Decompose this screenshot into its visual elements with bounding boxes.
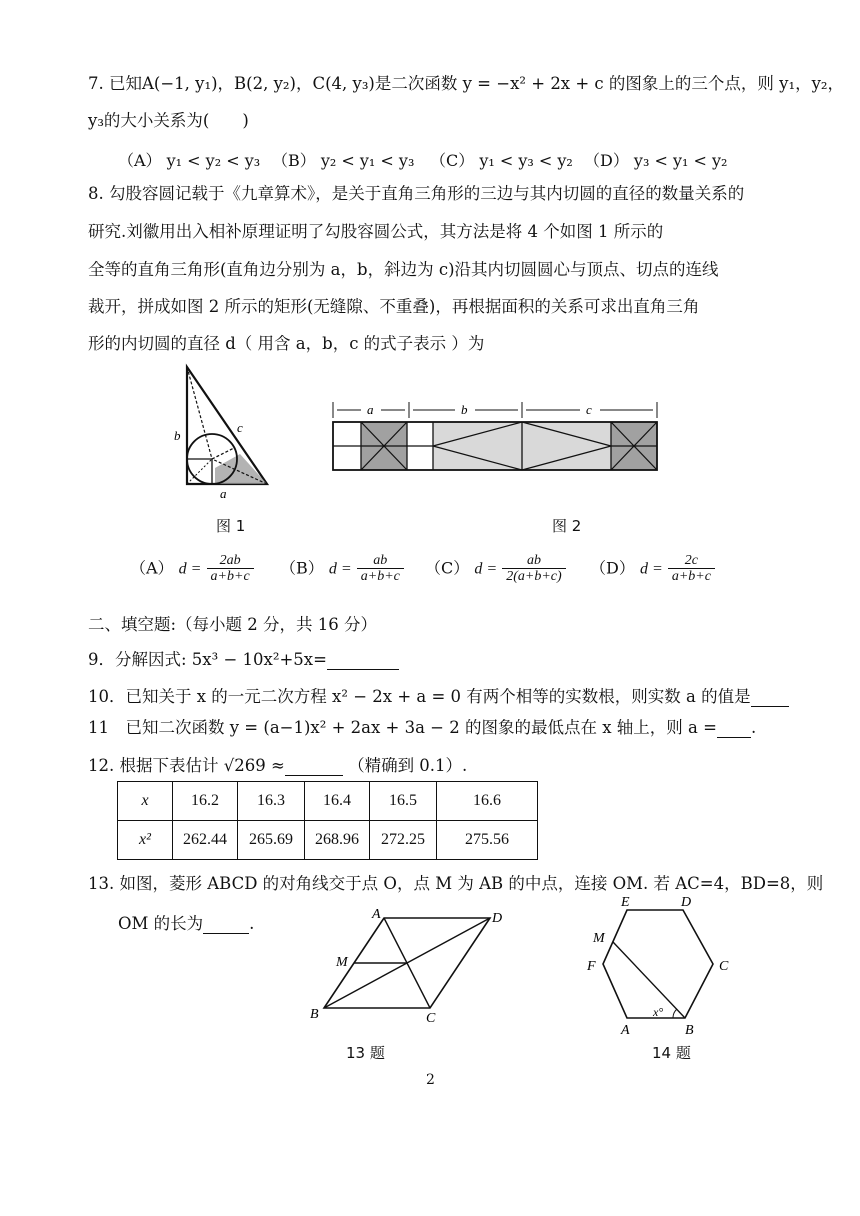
table-cell: 16.5 bbox=[370, 782, 437, 821]
q8-option-a bbox=[130, 553, 254, 585]
q12-tail: （精确到 0.1）. bbox=[348, 756, 468, 775]
q8-option-d bbox=[590, 553, 715, 585]
q8-option-d-label: （D） bbox=[590, 558, 635, 578]
fig2-label-c: c bbox=[586, 402, 592, 417]
q7-option-c: （C） y₁ < y₃ < y₂ bbox=[430, 151, 573, 170]
section-2-heading: 二、填空题:（每小题 2 分，共 16 分） bbox=[88, 615, 378, 634]
q8-option-b bbox=[280, 553, 404, 585]
q12-table bbox=[117, 781, 538, 860]
q7-option-d: （D） y₃ < y₁ < y₂ bbox=[584, 151, 728, 170]
fig1-label-b: b bbox=[174, 428, 181, 443]
q13-label-C: C bbox=[426, 1011, 436, 1026]
table-cell: 275.56 bbox=[437, 821, 538, 860]
q9-text: 9．分解因式: 5x³ − 10x²+5x= bbox=[88, 650, 327, 669]
q7-stem-continued: y₃的大小关系为( ) bbox=[88, 111, 249, 130]
q13-answer-blank[interactable] bbox=[203, 914, 249, 934]
q14-label-M: M bbox=[593, 931, 605, 946]
table-cell: x bbox=[118, 782, 173, 821]
q8-option-a-lhs: d = bbox=[178, 560, 202, 578]
q8-option-b-fraction bbox=[357, 553, 404, 585]
q8-option-c bbox=[425, 553, 566, 585]
q7-option-b: （B） y₂ < y₁ < y₃ bbox=[272, 151, 415, 170]
table-cell: x² bbox=[118, 821, 173, 860]
q13-label-M: M bbox=[336, 955, 348, 970]
q14-label-A: A bbox=[621, 1023, 630, 1038]
q11-answer-blank[interactable] bbox=[717, 718, 751, 738]
q8-option-d-lhs: d = bbox=[639, 560, 663, 578]
q13-line-2-end: . bbox=[249, 914, 255, 933]
q8-option-b-lhs: d = bbox=[328, 560, 352, 578]
q10 bbox=[88, 683, 789, 707]
table-cell: 16.6 bbox=[437, 782, 538, 821]
q8-option-c-label: （C） bbox=[425, 558, 470, 578]
q12-answer-blank[interactable] bbox=[285, 756, 343, 776]
table-cell: 16.4 bbox=[305, 782, 370, 821]
q8-line-3: 全等的直角三角形(直角边分别为 a，b，斜边为 c)沿其内切圆圆心与顶点、切点的连线 bbox=[88, 260, 719, 279]
q8-option-d-numerator: 2c bbox=[668, 553, 715, 569]
q14-figure bbox=[585, 890, 745, 1040]
table-cell: 262.44 bbox=[173, 821, 238, 860]
q10-answer-blank[interactable] bbox=[751, 687, 789, 707]
q12 bbox=[88, 752, 467, 776]
q8-option-c-lhs: d = bbox=[474, 560, 498, 578]
q8-line-4: 裁开，拼成如图 2 所示的矩形(无缝隙、不重叠)，再根据面积的关系可求出直角三角 bbox=[88, 297, 700, 316]
q14-label-F: F bbox=[587, 959, 596, 974]
q8-figure-1-caption: 图 1 bbox=[216, 517, 246, 535]
q11-text: 11 已知二次函数 y = (a−1)x² + 2ax + 3a − 2 的图象的最低点在 x 轴上，则 a = bbox=[88, 718, 717, 737]
q14-label-C: C bbox=[719, 959, 729, 974]
q13-line-2 bbox=[118, 910, 254, 934]
fig2-label-a: a bbox=[367, 402, 374, 417]
q11-end: . bbox=[750, 718, 757, 737]
fig1-label-a: a bbox=[220, 486, 227, 501]
q11 bbox=[88, 714, 756, 738]
q8-line-5: 形的内切圆的直径 d（ 用含 a，b，c 的式子表示 ）为 bbox=[88, 334, 485, 353]
q8-option-b-denominator: a+b+c bbox=[360, 569, 400, 585]
q13-caption: 13 题 bbox=[346, 1044, 385, 1062]
q14-angle-label: x° bbox=[653, 1005, 664, 1019]
q8-option-a-denominator: a+b+c bbox=[210, 569, 250, 585]
q7-option-a: （A） y₁ < y₂ < y₃ bbox=[118, 151, 261, 170]
q8-option-c-fraction bbox=[502, 553, 565, 585]
q13-line-1: 13. 如图，菱形 ABCD 的对角线交于点 O，点 M 为 AB 的中点，连接 OM. 若 AC=4，BD=8，则 bbox=[88, 874, 824, 893]
q8-option-c-numerator: ab bbox=[502, 553, 565, 569]
q8-line-2: 研究.刘徽用出入相补原理证明了勾股容圆公式，其方法是将 4 个如图 1 所示的 bbox=[88, 222, 664, 241]
table-cell: 16.3 bbox=[238, 782, 305, 821]
table-cell: 265.69 bbox=[238, 821, 305, 860]
q8-line-1: 8. 勾股容圆记载于《九章算术》，是关于直角三角形的三边与其内切圆的直径的数量关系的 bbox=[88, 184, 745, 203]
q7-stem: 7. 已知A(−1, y₁)，B(2, y₂)，C(4, y₃)是二次函数 y = −x² + 2x + c 的图象上的三个点，则 y₁，y₂， bbox=[88, 74, 845, 93]
fig2-label-b: b bbox=[461, 402, 468, 417]
q13-label-A: A bbox=[372, 907, 381, 922]
q13-line-2-text: OM 的长为 bbox=[118, 914, 204, 933]
table-cell: 16.2 bbox=[173, 782, 238, 821]
q8-option-d-denominator: a+b+c bbox=[671, 569, 711, 585]
table-row bbox=[118, 782, 538, 821]
q14-label-B: B bbox=[685, 1023, 694, 1038]
q10-text: 10．已知关于 x 的一元二次方程 x² − 2x + a = 0 有两个相等的实数根，则实数 a 的值是 bbox=[88, 687, 751, 706]
fig1-label-c: c bbox=[237, 420, 243, 435]
table-row bbox=[118, 821, 538, 860]
q8-figure-1 bbox=[170, 362, 280, 502]
q8-figure-2-caption: 图 2 bbox=[552, 517, 582, 535]
page-number: 2 bbox=[426, 1072, 435, 1088]
table-cell: 272.25 bbox=[370, 821, 437, 860]
q8-option-a-label: （A） bbox=[130, 558, 174, 578]
q8-figure-2 bbox=[325, 398, 665, 478]
q8-option-a-fraction bbox=[207, 553, 254, 585]
q14-caption: 14 题 bbox=[652, 1044, 691, 1062]
q8-option-b-label: （B） bbox=[280, 558, 324, 578]
q9 bbox=[88, 646, 399, 670]
q8-option-b-numerator: ab bbox=[357, 553, 404, 569]
q9-answer-blank[interactable] bbox=[327, 650, 399, 670]
q8-option-c-denominator: 2(a+b+c) bbox=[506, 569, 562, 585]
q12-text: 12. 根据下表估计 √269 ≈ bbox=[88, 756, 285, 775]
table-cell: 268.96 bbox=[305, 821, 370, 860]
q8-option-d-fraction bbox=[668, 553, 715, 585]
q8-option-a-numerator: 2ab bbox=[207, 553, 254, 569]
q13-label-D: D bbox=[492, 911, 503, 926]
q13-figure bbox=[300, 900, 520, 1030]
q14-label-E: E bbox=[621, 895, 630, 910]
q14-label-D: D bbox=[681, 895, 692, 910]
q13-label-B: B bbox=[310, 1007, 319, 1022]
